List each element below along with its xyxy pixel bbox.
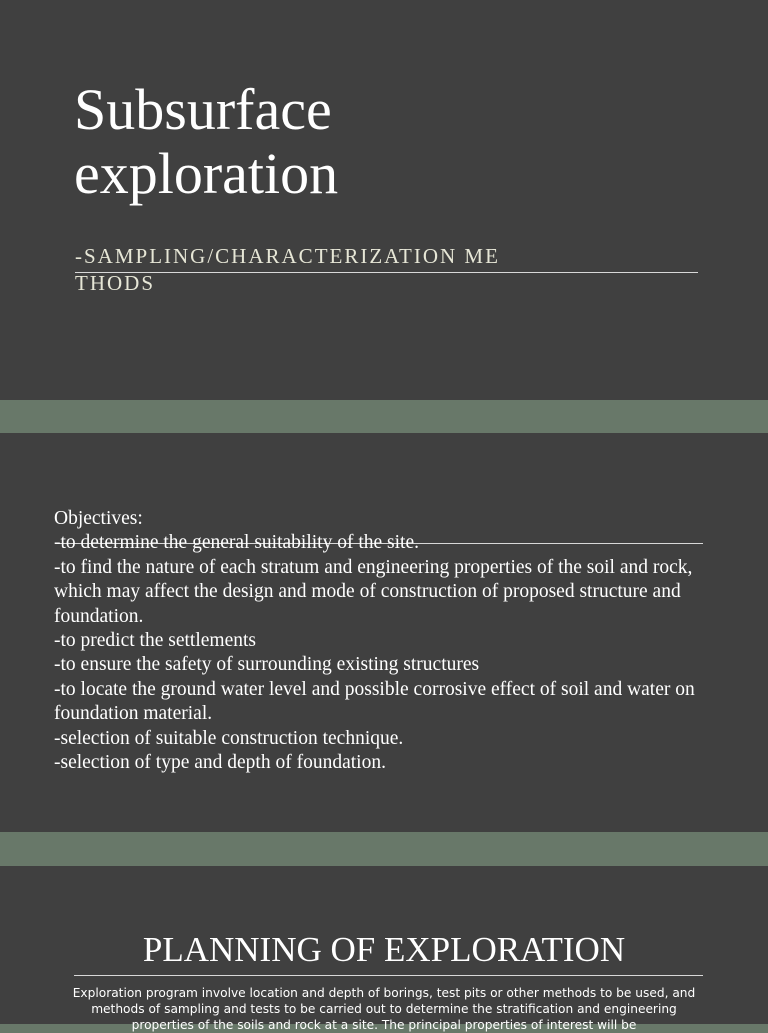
objective-item: -to find the nature of each stratum and engineering properties of the soil and rock, which may affect the design and mode of construction of proposed structure and foundation.: [54, 556, 693, 627]
slide-subtitle: -SAMPLING/CHARACTERIZATION METHODS: [75, 244, 500, 295]
title-slide: [0, 0, 768, 400]
objectives-heading: Objectives:: [54, 508, 143, 529]
objective-item: -to locate the ground water level and possible corrosive effect of soil and water on foundation material.: [54, 678, 695, 725]
planning-body: Exploration program involve location and depth of borings, test pits or other methods to be used, and methods of sampling and tests to be carried out to determine the stratification and engineering properties of the soils and rock at a site. The principal properties of interest will be: [72, 986, 696, 1032]
objective-item: -to ensure the safety of surrounding existing structures: [54, 654, 480, 676]
slide-title-line-2: exploration: [74, 141, 339, 206]
slide-title: [74, 78, 338, 206]
planning-title: PLANNING OF EXPLORATION: [142, 930, 626, 969]
objective-item: -selection of type and depth of foundation.: [54, 752, 386, 774]
slide-title-line-1: Subsurface: [74, 77, 332, 142]
objective-item: -selection of suitable construction technique.: [54, 727, 404, 749]
objective-item: -to predict the settlements: [54, 630, 256, 652]
planning-slide: [0, 866, 768, 1032]
objectives-list: [54, 507, 734, 775]
objective-item: -to determine the general suitability of the site.: [54, 532, 419, 554]
planning-divider: [74, 975, 703, 976]
objectives-slide: [0, 433, 768, 832]
